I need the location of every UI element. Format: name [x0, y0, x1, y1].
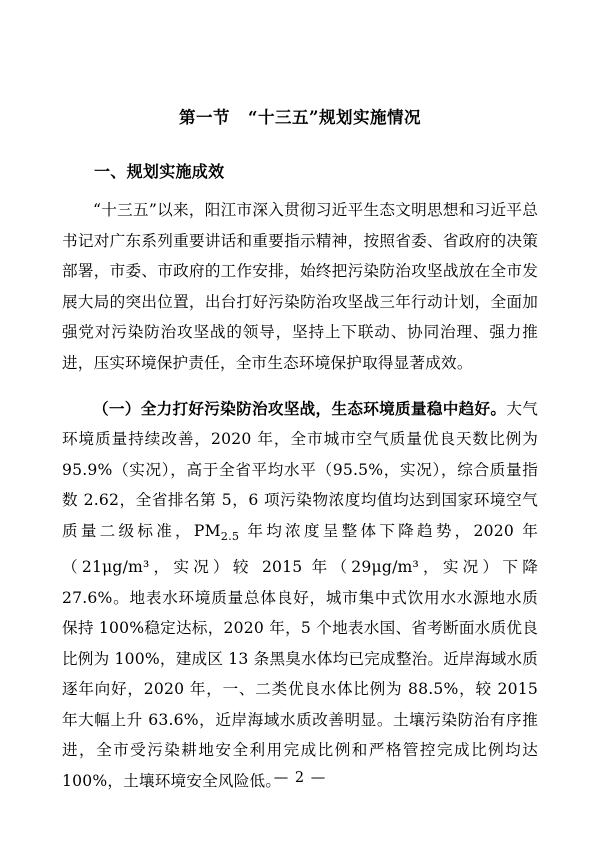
section-heading-title: “十三五”规划实施情况: [248, 108, 421, 127]
page-number: — 2 —: [273, 770, 327, 786]
paragraph-2-text-part2: 年均浓度呈整体下降趋势，2020 年（21μg/m³，实况）较 2015 年（29μg/m³，实况）下降 27.6%。地表水环境质量总体良好，城市集中式饮用水水源地水质保持 100%稳定达标，2020 年，5 个地表水国、省考断面水质优良比例为 100%，建成区 13 条黑臭水体均已完成整治。近岸海域水质逐年向好，2020 年，一、二类优良水体比例为 88.5%，较 2015 年大幅上升 63.6%，近岸海域水质改善明显。土壤污染防治有序推进，全市受污染耕地安全利用完成比例和严格管控完成比例均达 100%，土壤环境安全风险低。: [62, 521, 538, 790]
paragraph-2-text-part1: 大气环境质量持续改善，2020 年，全市城市空气质量优良天数比例为 95.9%（实况），高于全省平均水平（95.5%，实况），综合质量指数 2.62，全省排名第 5，6 项污染物浓度均值均达到国家环境空气质量二级标准，PM: [62, 399, 539, 540]
section-heading: [62, 104, 538, 128]
section-heading-prefix: 第一节: [179, 108, 230, 127]
subsection-heading: 一、规划实施成效: [94, 162, 225, 181]
paragraph-2-subscript: 2.5: [220, 529, 240, 543]
paragraph-1: “十三五”以来，阳江市深入贯彻习近平生态文明思想和习近平总书记对广东系列重要讲话和重要指示精神，按照省委、省政府的决策部署，市委、市政府的工作安排，始终把污染防治攻坚战放在全市发展大局的突出位置，出台打好污染防治攻坚战三年行动计划，全面加强党对污染防治攻坚战的领导，坚持上下联动、协同治理、强力推进，压实环境保护责任，全市生态环境保护取得显著成效。: [62, 201, 538, 372]
paragraph-2: [62, 394, 538, 797]
paragraph-2-lead: （一）全力打好污染防治攻坚战，生态环境质量稳中趋好。: [93, 398, 507, 418]
